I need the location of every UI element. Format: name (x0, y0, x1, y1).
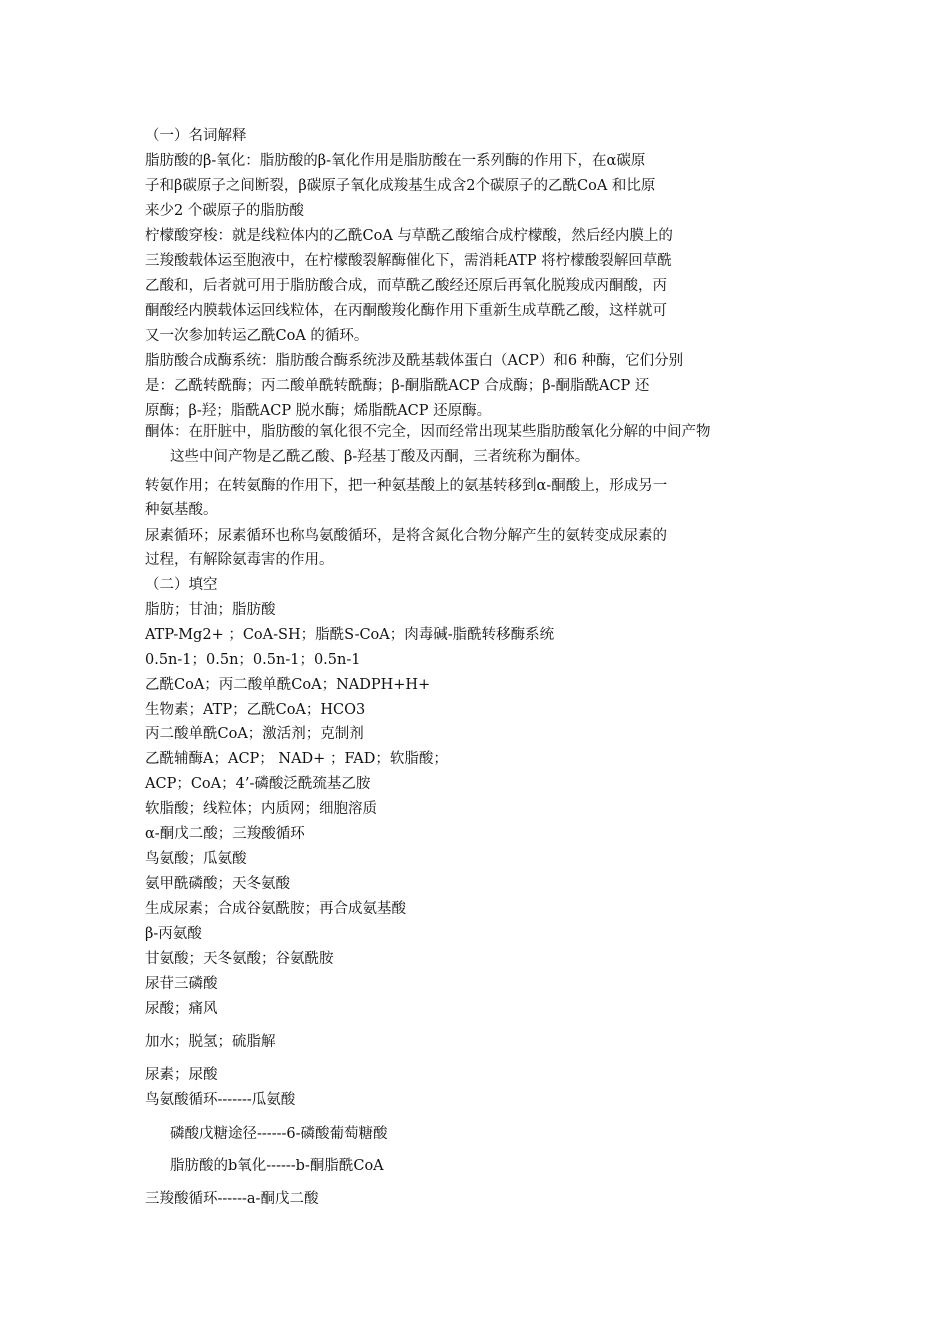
text-line: 酮酸经内膜载体运回线粒体，在丙酮酸羧化酶作用下重新生成草酰乙酸，这样就可 (145, 303, 667, 319)
text-line: 来少2 个碳原子的脂肪酸 (145, 203, 304, 219)
answer-line: 丙二酸单酰CoA；激活剂；克制剂 (145, 726, 364, 742)
answer-line: 鸟氨酸循环-------瓜氨酸 (145, 1092, 296, 1108)
answer-line: 尿酸；痛风 (145, 1001, 218, 1017)
answer-line: 脂肪；甘油；脂肪酸 (145, 602, 276, 618)
answer-line: 加水；脱氢；硫脂解 (145, 1034, 276, 1050)
answer-line: 脂肪酸的b氧化------b-酮脂酰CoA (170, 1158, 384, 1174)
text-line: 子和β碳原子之间断裂，β碳原子氧化成羧基生成含2个碳原子的乙酰CoA 和比原 (145, 178, 656, 194)
answer-line: ACP；CoA；4’-磷酸泛酰巯基乙胺 (145, 776, 371, 792)
answer-line: β-丙氨酸 (145, 926, 202, 942)
answer-line: 软脂酸；线粒体；内质网；细胞溶质 (145, 801, 377, 817)
answer-line: 氨甲酰磷酸；天冬氨酸 (145, 876, 290, 892)
text-line: 是：乙酰转酰酶；丙二酸单酰转酰酶；β-酮脂酰ACP 合成酶；β-酮脂酰ACP 还 (145, 378, 650, 394)
text-line: 转氨作用；在转氨酶的作用下，把一种氨基酸上的氨基转移到α-酮酸上，形成另一 (145, 478, 668, 494)
answer-line: 尿苷三磷酸 (145, 976, 218, 992)
text-line: 又一次参加转运乙酰CoA 的循环。 (145, 328, 369, 344)
answer-line: 生物素；ATP；乙酰CoA；HCO3 (145, 702, 366, 718)
answer-line: 0.5n-1；0.5n；0.5n-1；0.5n-1 (145, 652, 361, 668)
answer-line: 磷酸戊糖途径------6-磷酸葡萄糖酸 (170, 1126, 388, 1142)
section-heading-definitions: （一）名词解释 (145, 128, 247, 144)
text-line: 柠檬酸穿梭：就是线粒体内的乙酰CoA 与草酰乙酸缩合成柠檬酸，然后经内膜上的 (145, 228, 673, 244)
text-line: 种氨基酸。 (145, 502, 218, 518)
answer-line: 生成尿素；合成谷氨酰胺；再合成氨基酸 (145, 901, 406, 917)
text-line: 乙酸和，后者就可用于脂肪酸合成，而草酰乙酸经还原后再氧化脱羧成丙酮酸，丙 (145, 278, 667, 294)
text-line: 三羧酸载体运至胞液中，在柠檬酸裂解酶催化下，需消耗ATP 将柠檬酸裂解回草酰 (145, 253, 672, 269)
answer-line: α-酮戊二酸；三羧酸循环 (145, 826, 305, 842)
text-line: 原酶；β-羟；脂酰ACP 脱水酶；烯脂酰ACP 还原酶。 (145, 403, 492, 419)
text-line: 脂肪酸合成酶系统：脂肪酸合酶系统涉及酰基载体蛋白（ACP）和6 种酶，它们分别 (145, 353, 684, 369)
text-line: 酮体：在肝脏中，脂肪酸的氧化很不完全，因而经常出现某些脂肪酸氧化分解的中间产物 (145, 424, 711, 440)
answer-line: 乙酰CoA；丙二酸单酰CoA；NADPH+H+ (145, 677, 431, 693)
text-line: 尿素循环；尿素循环也称鸟氨酸循环，是将含氮化合物分解产生的氨转变成尿素的 (145, 528, 667, 544)
text-line: 脂肪酸的β-氧化：脂肪酸的β-氧化作用是脂肪酸在一系列酶的作用下，在α碳原 (145, 153, 646, 169)
answer-line: 鸟氨酸；瓜氨酸 (145, 851, 247, 867)
answer-line: 乙酰辅酶A；ACP； NAD+ ；FAD；软脂酸； (145, 751, 448, 767)
answer-line: 甘氨酸；天冬氨酸；谷氨酰胺 (145, 951, 334, 967)
answer-line: 尿素；尿酸 (145, 1067, 218, 1083)
section-heading-fill-in: （二）填空 (145, 577, 218, 593)
answer-line: 三羧酸循环------a-酮戊二酸 (145, 1191, 319, 1207)
text-line: 过程，有解除氨毒害的作用。 (145, 552, 334, 568)
answer-line: ATP-Mg2+ ；CoA-SH；脂酰S-CoA；肉毒碱-脂酰转移酶系统 (145, 627, 555, 643)
text-line: 这些中间产物是乙酰乙酸、β-羟基丁酸及丙酮，三者统称为酮体。 (170, 449, 590, 465)
